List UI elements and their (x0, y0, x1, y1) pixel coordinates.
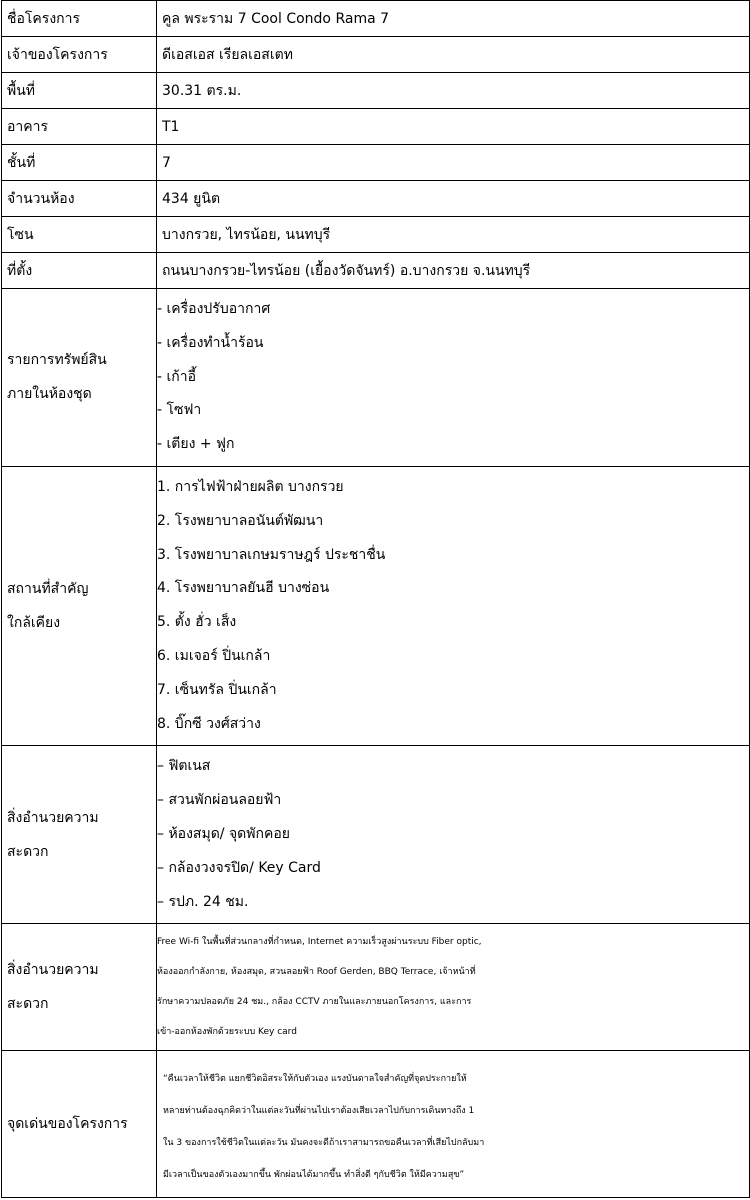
paragraph-line: เข้า-ออกห้องพักด้วยระบบ Key card (157, 1027, 297, 1038)
assets-label-line1: รายการทรัพย์สิน (7, 352, 107, 369)
facilities-detail-label-line2: สะดวก (7, 996, 49, 1013)
row-assets (2, 289, 750, 467)
paragraph-line: Free Wi-fi ในพื้นที่ส่วนกลางที่กำหนด, Internet ความเร็วสูงผ่านระบบ Fiber optic, (157, 937, 482, 948)
list-item: - เก้าอี้ (157, 368, 197, 385)
building-label: อาคาร (2, 109, 157, 145)
list-item: 6. เมเจอร์ ปิ่นเกล้า (157, 647, 271, 664)
list-item: – สวนพักผ่อนลอยฟ้า (157, 792, 282, 809)
list-item: 4. โรงพยาบาลยันฮี บางซ่อน (157, 580, 330, 597)
owner-label: เจ้าของโครงการ (2, 37, 157, 73)
highlight-label: จุดเด่นของโครงการ (2, 1051, 157, 1198)
area-label: พื้นที่ (2, 73, 157, 109)
row-highlight (2, 1051, 750, 1198)
building-value: T1 (157, 109, 750, 145)
nearby-list (157, 466, 750, 745)
floor-label: ชั้นที่ (2, 145, 157, 181)
location-value: ถนนบางกรวย-ไทรน้อย (เยื้องวัดจันทร์) อ.บางกรวย จ.นนทบุรี (157, 253, 750, 289)
facilities-label-line1: สิ่งอำนวยความ (7, 809, 99, 826)
row-owner (2, 37, 750, 73)
list-item: - เครื่องทำน้ำร้อน (157, 334, 264, 351)
assets-label (2, 289, 157, 467)
row-floor (2, 145, 750, 181)
assets-label-line2: ภายในห้องชุด (7, 386, 92, 403)
list-item: 5. ตั้ง ฮั่ว เส็ง (157, 614, 237, 631)
facilities-detail-text (157, 924, 750, 1051)
row-zone (2, 217, 750, 253)
floor-value: 7 (157, 145, 750, 181)
facilities-detail-label (2, 924, 157, 1051)
row-area (2, 73, 750, 109)
list-item: 3. โรงพยาบาลเกษมราษฎร์ ประชาชื่น (157, 546, 386, 563)
facilities-list (157, 746, 750, 924)
row-facilities (2, 746, 750, 924)
list-item: 8. บิ๊กซี วงศ์สว่าง (157, 715, 261, 732)
area-value: 30.31 ตร.ม. (157, 73, 750, 109)
highlight-quote (157, 1051, 750, 1198)
paragraph-line: รักษาความปลอดภัย 24 ชม., กล้อง CCTV ภายในและภายนอกโครงการ, และการ (157, 997, 472, 1008)
row-units (2, 181, 750, 217)
list-item: 7. เซ็นทรัล ปิ่นเกล้า (157, 681, 277, 698)
quote-line: หลายท่านต้องฉุกคิดว่าในแต่ละวันที่ผ่านไปเราต้องเสียเวลาไปกับการเดินทางถึง 1 (163, 1106, 475, 1117)
paragraph-line: ห้องออกกำลังกาย, ห้องสมุด, สวนลอยฟ้า Roof Gerden, BBQ Terrace, เจ้าหน้าที่ (157, 967, 476, 978)
assets-list (157, 289, 750, 467)
facilities-label (2, 746, 157, 924)
list-item: – กล้องวงจรปิด/ Key Card (157, 859, 321, 876)
nearby-label-line1: สถานที่สำคัญ (7, 581, 89, 598)
row-building (2, 109, 750, 145)
project-name-label: ชื่อโครงการ (2, 1, 157, 37)
list-item: - โซฟา (157, 402, 202, 419)
quote-line: ใน 3 ของการใช้ชีวิตในแต่ละวัน มันคงจะดีถ้าเราสามารถขอคืนเวลาที่เสียไปกลับมา (163, 1138, 485, 1149)
zone-label: โซน (2, 217, 157, 253)
property-details-table (1, 0, 750, 1198)
quote-line: “คืนเวลาให้ชีวิต แยกชีวิตอิสระให้กับตัวเอง แรงบันดาลใจสำคัญที่จุดประกายให้ (163, 1074, 467, 1085)
nearby-label-line2: ใกล้เคียง (7, 615, 61, 632)
row-nearby (2, 466, 750, 745)
nearby-label (2, 466, 157, 745)
row-location (2, 253, 750, 289)
row-facilities-detail (2, 924, 750, 1051)
list-item: – ห้องสมุด/ จุดพักคอย (157, 825, 290, 842)
facilities-detail-label-line1: สิ่งอำนวยความ (7, 962, 99, 979)
list-item: – ฟิตเนส (157, 758, 211, 775)
project-name-value: คูล พระราม 7 Cool Condo Rama 7 (157, 1, 750, 37)
list-item: – รปภ. 24 ชม. (157, 893, 249, 910)
list-item: 2. โรงพยาบาลอนันต์พัฒนา (157, 512, 324, 529)
quote-line: มีเวลาเป็นของตัวเองมากขึ้น พักผ่อนได้มากขึ้น ทำสิ่งดี ๆกับชีวิต ให้มีความสุข” (163, 1170, 465, 1181)
facilities-label-line2: สะดวก (7, 843, 49, 860)
units-label: จำนวนห้อง (2, 181, 157, 217)
zone-value: บางกรวย, ไทรน้อย, นนทบุรี (157, 217, 750, 253)
location-label: ที่ตั้ง (2, 253, 157, 289)
row-project-name (2, 1, 750, 37)
list-item: 1. การไฟฟ้าฝ่ายผลิต บางกรวย (157, 478, 344, 495)
owner-value: ดีเอสเอส เรียลเอสเตท (157, 37, 750, 73)
units-value: 434 ยูนิต (157, 181, 750, 217)
list-item: - เตียง + ฟูก (157, 436, 235, 453)
list-item: - เครื่องปรับอากาศ (157, 301, 271, 317)
